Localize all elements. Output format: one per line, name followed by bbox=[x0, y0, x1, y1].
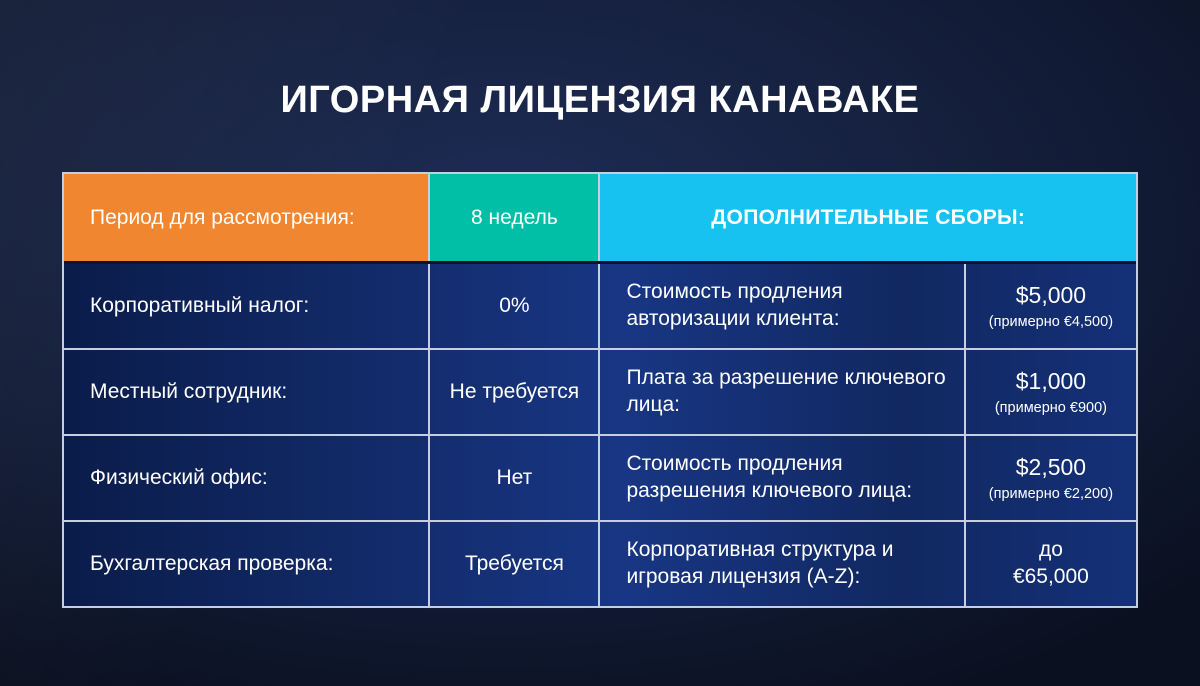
row-label-text: Местный сотрудник: bbox=[90, 379, 288, 403]
table-row bbox=[64, 520, 1136, 606]
row-label-cell bbox=[64, 436, 428, 520]
row-value-cell bbox=[428, 522, 598, 606]
period-label-text: Период для рассмотрения: bbox=[90, 205, 355, 229]
header-cell-additional-fees bbox=[598, 174, 1136, 261]
fee-amount-text: до €65,000 bbox=[1012, 538, 1089, 588]
additional-fees-text: ДОПОЛНИТЕЛЬНЫЕ СБОРЫ: bbox=[711, 205, 1026, 229]
table-row bbox=[64, 434, 1136, 520]
row-value-text: Не требуется bbox=[449, 379, 580, 403]
row-label-text: Физический офис: bbox=[90, 465, 268, 489]
fee-label-text: Корпоративная структура и игровая лицензия (A-Z): bbox=[626, 538, 894, 588]
row-value-text: 0% bbox=[499, 293, 530, 317]
fee-label-cell bbox=[598, 436, 963, 520]
row-label-text: Корпоративный налог: bbox=[90, 293, 310, 317]
period-value-text: 8 недель bbox=[471, 205, 558, 229]
row-label-text: Бухгалтерская проверка: bbox=[90, 551, 334, 575]
row-value-cell bbox=[428, 436, 598, 520]
row-value-text: Требуется bbox=[464, 551, 564, 575]
table-row bbox=[64, 348, 1136, 434]
row-value-cell bbox=[428, 350, 598, 434]
fee-amount-text: $5,000 bbox=[1015, 281, 1087, 308]
row-label-cell bbox=[64, 522, 428, 606]
row-value-text: Нет bbox=[496, 465, 533, 489]
fee-label-cell bbox=[598, 350, 963, 434]
row-label-cell bbox=[64, 264, 428, 348]
row-value-cell bbox=[428, 264, 598, 348]
fee-amount-text: $2,500 bbox=[1015, 453, 1087, 480]
table-header-row bbox=[64, 174, 1136, 264]
fee-approx-text: (примерно €900) bbox=[994, 399, 1107, 416]
fee-approx-text: (примерно €4,500) bbox=[988, 313, 1114, 330]
fee-label-text: Плата за разрешение ключевого лица: bbox=[626, 366, 946, 416]
header-cell-period-label bbox=[64, 174, 428, 261]
fee-value-cell bbox=[964, 522, 1136, 606]
row-label-cell bbox=[64, 350, 428, 434]
fee-label-text: Стоимость продления авторизации клиента: bbox=[626, 280, 843, 330]
fee-value-cell bbox=[964, 350, 1136, 434]
fee-approx-text: (примерно €2,200) bbox=[988, 485, 1114, 502]
header-cell-period-value bbox=[428, 174, 598, 261]
fee-label-text: Стоимость продления разрешения ключевого лица: bbox=[626, 452, 913, 502]
fee-label-cell bbox=[598, 264, 963, 348]
table-row bbox=[64, 264, 1136, 348]
fee-value-cell bbox=[964, 436, 1136, 520]
fee-amount-text: $1,000 bbox=[1015, 367, 1087, 394]
license-table bbox=[62, 172, 1138, 608]
fee-label-cell bbox=[598, 522, 963, 606]
page-title: ИГОРНАЯ ЛИЦЕНЗИЯ КАНАВАКЕ bbox=[280, 79, 920, 121]
fee-value-cell bbox=[964, 264, 1136, 348]
